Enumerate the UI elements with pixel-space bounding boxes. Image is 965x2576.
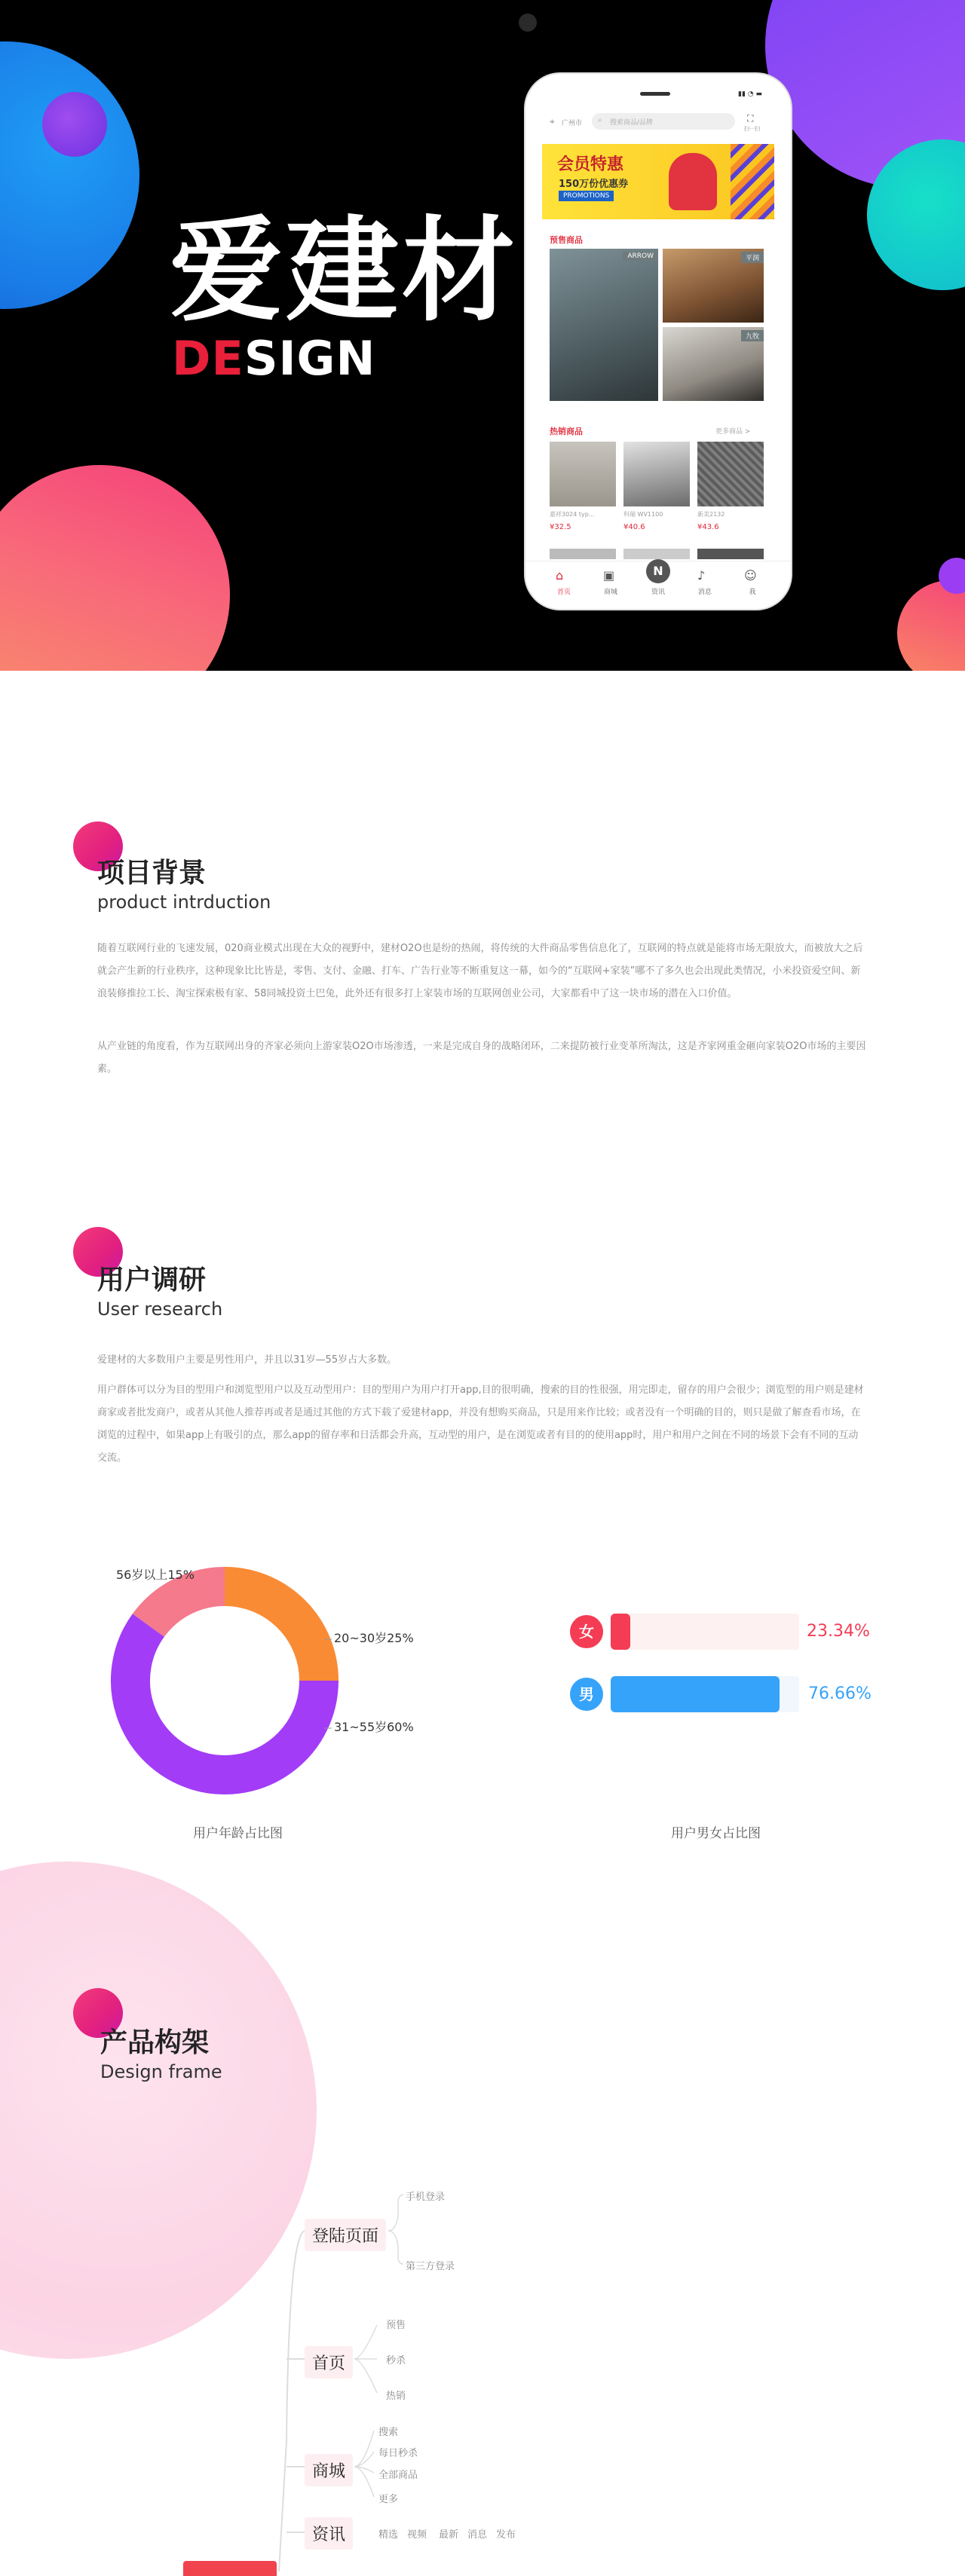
- blob-blue-left: [0, 41, 139, 309]
- presale-main-image[interactable]: [550, 249, 658, 401]
- product-price-3: ¥43.6: [697, 523, 719, 531]
- leaf-all-products: 全部商品: [378, 2470, 418, 2481]
- background-paragraph-1: 随着互联网行业的飞速发展，020商业模式出现在大众的视野中，建材O2O也是纷的热闹，将传统的大件商品零售信息化了，互联网的特点就是能将市场无限放大，而被放大之后就会产生新的行业秩序，这种现象比比皆是，零售、支付、金融、打车、广告行业等不断重复这一幕，如今的“互联网+家装”哪不了多久也会出现此类情况，小米投资爱空间、新浪装修推拉工长、淘宝探索极有家、58同城投资土巴兔，此外还有很多打上家装市场的互联网创业公司，大家都看中了这一块市场的潜在入口价值。: [97, 943, 863, 999]
- leaf-presale: 预售: [386, 2320, 406, 2331]
- blob-orange-bottom-right: [897, 580, 965, 671]
- leaf-hot-sale: 热销: [386, 2391, 406, 2402]
- leaf-search: 搜索: [378, 2427, 399, 2438]
- leaf-phone-login: 手机登录: [406, 2192, 446, 2203]
- product-image-2[interactable]: [623, 442, 690, 506]
- female-bar-track: [611, 1614, 799, 1650]
- tab-me[interactable]: 我: [749, 589, 756, 596]
- hero-title: 爱建材: [170, 206, 519, 337]
- tab-mall[interactable]: 商城: [603, 589, 617, 596]
- male-percent: 76.66%: [808, 1684, 872, 1703]
- connector-mall-leaves: [354, 2431, 374, 2497]
- design-white-part: SIGN: [244, 331, 376, 386]
- research-paragraph-2: 用户群体可以分为目的型用户和浏览型用户以及互动型用户：目的型用户为用户打开app,目的很明确，搜索的目的性很强，用完即走，留存的用户会很少；浏览型的用户则是建材商家或者批发商户，或者从其他人推荐再或者是通过其他的方式下载了爱建材app，并没有想购买商品，只是用来作比较；或者没有一个明确的目的，则只是做了解查看市场，在浏览的过程中，如果app上有吸引的点，那么app的留存率和日活都会升高，互动型的用户，是在浏览或者有目的的使用app时，用户和用户之间在不同的场景下会有不同的互动交流。: [97, 1384, 864, 1464]
- banner-sub: 150万份优惠券: [559, 179, 629, 190]
- slice-20-30: [225, 1586, 319, 1681]
- product-name-2: 科瑞 WV1100: [623, 511, 663, 518]
- banner-bag-icon: [669, 153, 717, 210]
- male-bar: [611, 1676, 780, 1712]
- status-icons: ▮▮ ◔ ▬: [738, 90, 762, 98]
- hot-label: 热销商品: [550, 427, 583, 436]
- tab-center-button[interactable]: N: [646, 559, 670, 583]
- female-bar: [611, 1614, 630, 1650]
- research-paragraph-1: 爱建材的大多数用户主要是男性用户，并且以31岁—55岁占大多数。: [97, 1354, 397, 1366]
- female-percent: 23.34%: [807, 1622, 870, 1641]
- connector-trunk: [279, 2231, 305, 2571]
- background-subtitle: product intrduction: [97, 892, 271, 913]
- leaf-more: 更多: [378, 2494, 399, 2505]
- donut-label-56plus: 56岁以上15%: [116, 1568, 195, 1582]
- phone-speaker: [640, 92, 670, 96]
- donut-label-31-55: 31~55岁60%: [334, 1720, 414, 1734]
- donut-label-20-30: 20~30岁25%: [334, 1631, 414, 1645]
- mindmap-connectors: [0, 2171, 965, 2571]
- leaf-publish: 发布: [496, 2529, 516, 2541]
- hero-design-word: [172, 331, 376, 386]
- female-badge: 女: [570, 1615, 603, 1648]
- product-name-1: 嘉祥3024 typ...: [550, 511, 595, 518]
- product-image-3[interactable]: [697, 442, 764, 506]
- product-name-3: 新美2132: [697, 511, 725, 518]
- frame-subtitle: Design frame: [100, 2061, 222, 2082]
- design-red-part: DE: [172, 331, 244, 386]
- leaf-flash-sale: 秒杀: [386, 2355, 406, 2366]
- tab-message[interactable]: 消息: [697, 589, 712, 596]
- hero-section: [0, 0, 965, 671]
- product-price-1: ¥32.5: [550, 523, 571, 531]
- background-paragraph-2: 从产业链的角度看，作为互联网出身的齐家必须向上游家装O2O市场渗透，一来是完成自身的战略闭环，二来提防被行业变革所淘汰，这是齐家网重金砸向家装O2O市场的主要因素。: [97, 1041, 866, 1075]
- presale-image-2[interactable]: [663, 249, 764, 323]
- tab-me-icon[interactable]: ☺: [744, 568, 757, 583]
- node-login: 登陆页面: [305, 2219, 386, 2251]
- search-icon: ⌕: [598, 116, 602, 124]
- frame-title: 产品构架: [100, 2027, 210, 2058]
- leaf-video: 视频: [407, 2529, 427, 2541]
- slice-31-55: [130, 1626, 319, 1775]
- donut-slices: [130, 1586, 319, 1775]
- blob-dark-dot: [519, 14, 537, 32]
- presale-tag-2: 平润: [741, 252, 764, 263]
- more-link[interactable]: 更多商品 >: [715, 428, 751, 436]
- phone-mockup: [525, 74, 791, 609]
- gender-chart-caption: 用户男女占比图: [671, 1826, 761, 1841]
- research-title: 用户调研: [97, 1265, 207, 1296]
- connector-home-leaves: [354, 2325, 377, 2393]
- tab-home[interactable]: 首页: [556, 589, 571, 596]
- tab-home-icon[interactable]: ⌂: [556, 568, 564, 583]
- scan-label: 扫一扫: [744, 126, 760, 132]
- search-placeholder: 搜索商品/品牌: [610, 119, 654, 127]
- background-title: 项目背景: [97, 858, 207, 889]
- presale-image-3[interactable]: [663, 327, 764, 401]
- slice-56plus: [149, 1586, 225, 1626]
- leaf-message: 消息: [467, 2529, 488, 2541]
- promo-banner[interactable]: [542, 144, 774, 219]
- node-home: 首页: [305, 2346, 353, 2379]
- banner-stripes: [731, 144, 774, 219]
- product-row-2-peek: [550, 549, 764, 559]
- leaf-third-party-login: 第三方登录: [406, 2261, 455, 2272]
- tab-news[interactable]: 资讯: [651, 589, 665, 596]
- scan-icon[interactable]: ⛶: [747, 113, 754, 124]
- blob-purple-small: [42, 92, 107, 157]
- product-price-2: ¥40.6: [623, 523, 645, 531]
- leaf-featured: 精选: [378, 2529, 399, 2541]
- age-donut-chart: [0, 1537, 482, 1839]
- mindmap-root: [183, 2561, 277, 2576]
- product-image-1[interactable]: [550, 442, 616, 506]
- research-subtitle: User research: [97, 1299, 223, 1320]
- blob-pink-bottom-left: [0, 465, 230, 671]
- presale-tag-1: ARROW: [623, 252, 658, 261]
- age-chart-caption: 用户年龄占比图: [193, 1826, 283, 1841]
- presale-label: 预售商品: [550, 235, 583, 245]
- male-badge: 男: [570, 1678, 603, 1711]
- location-label[interactable]: 广州市: [562, 120, 583, 127]
- search-input[interactable]: [592, 113, 735, 130]
- banner-tag: PROMOTIONS: [559, 191, 614, 201]
- tab-message-icon[interactable]: ♪: [697, 568, 706, 583]
- leaf-daily-flash: 每日秒杀: [378, 2448, 418, 2459]
- location-pin-icon: ⌖: [550, 116, 555, 127]
- connector-login-leaves: [388, 2195, 403, 2264]
- node-mall: 商城: [305, 2454, 353, 2486]
- tab-mall-icon[interactable]: ▣: [603, 568, 615, 583]
- leaf-latest: 最新: [439, 2529, 459, 2541]
- banner-title: 会员特惠: [557, 155, 624, 174]
- node-news: 资讯: [305, 2517, 353, 2550]
- presale-tag-3: 九牧: [741, 330, 764, 341]
